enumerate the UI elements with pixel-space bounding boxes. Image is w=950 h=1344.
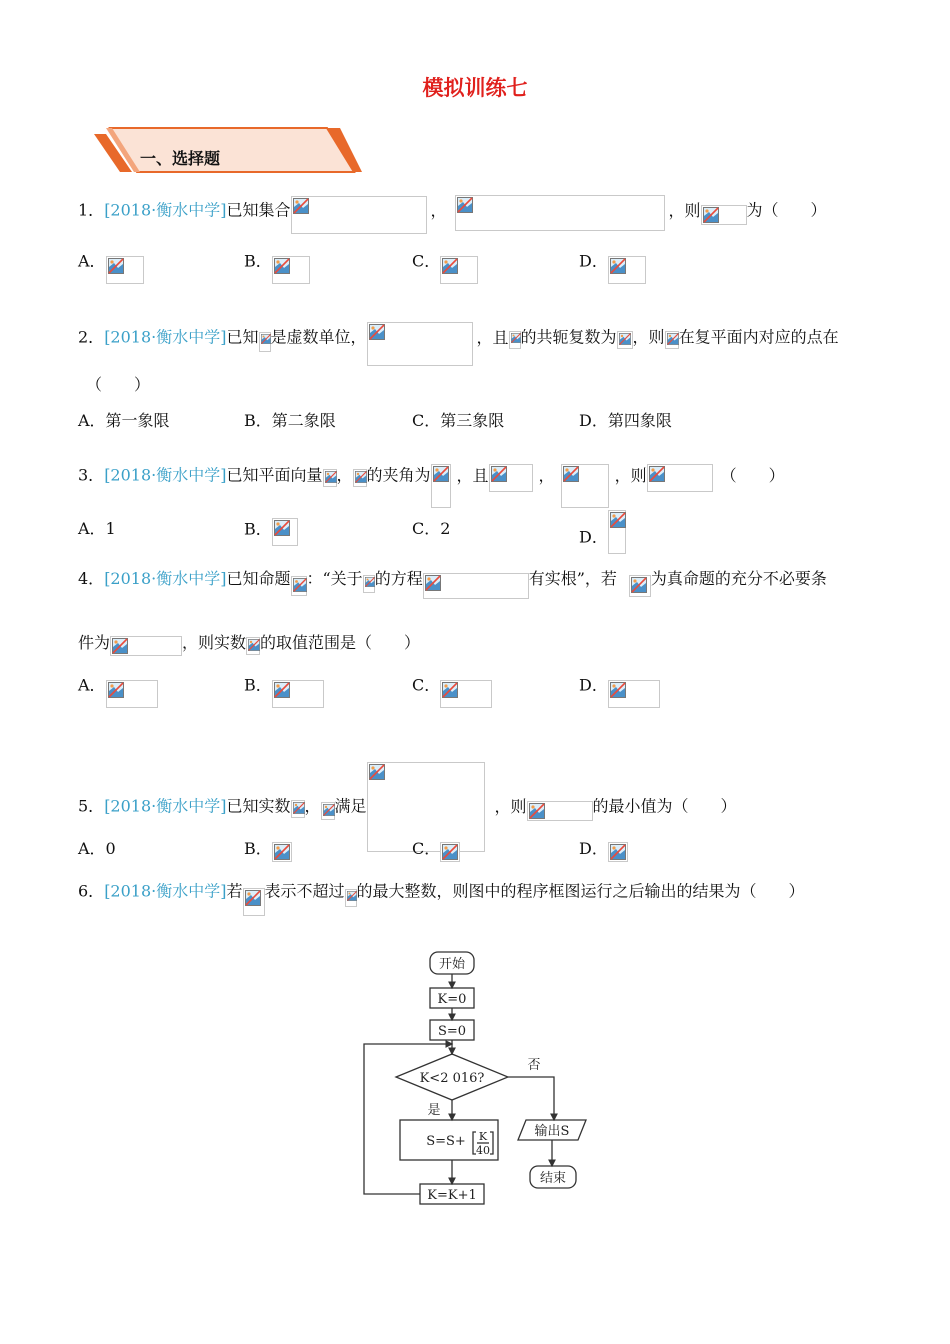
broken-image-icon — [369, 324, 385, 340]
question-source: [2018·衡水中学] — [104, 796, 227, 816]
formula-image — [701, 205, 747, 225]
formula-image — [423, 573, 529, 599]
formula-image — [243, 888, 265, 916]
broken-image-icon — [649, 466, 665, 482]
formula-image — [272, 518, 298, 546]
formula-image — [617, 331, 633, 349]
formula-image — [106, 680, 158, 708]
broken-image-icon — [610, 512, 626, 528]
option-b[interactable]: B． — [244, 516, 298, 542]
update-s-label: S=S+ — [426, 1134, 466, 1149]
broken-image-icon — [529, 803, 545, 819]
formula-image — [509, 331, 521, 349]
question-4: 4．[2018·衡水中学]已知命题 ：“关于 的方程 有实根”，若 为真命题的充分不必要条 — [78, 566, 827, 592]
formula-image — [489, 464, 533, 492]
formula-image — [353, 469, 367, 487]
question-4-cont: 件为 ，则实数 的取值范围是（ ） — [78, 630, 420, 656]
broken-image-icon — [442, 844, 458, 860]
formula-image — [431, 464, 451, 508]
page-title: 模拟训练七 — [422, 75, 528, 100]
broken-image-icon — [442, 682, 458, 698]
broken-image-icon — [274, 258, 290, 274]
formula-image — [367, 322, 473, 366]
section-banner — [92, 126, 362, 176]
broken-image-icon — [112, 638, 128, 654]
broken-image-icon — [442, 258, 458, 274]
formula-image — [440, 680, 492, 708]
question-1: 1．[2018·衡水中学]已知集合 ， ，则 为（ ） — [78, 192, 827, 218]
formula-image — [345, 889, 357, 907]
broken-image-icon — [610, 682, 626, 698]
option-d[interactable]: D． — [579, 516, 626, 542]
init-s-label: S=0 — [437, 1024, 467, 1039]
question-2: 2．[2018·衡水中学]已知 是虚数单位， ，且 的共轭复数为 ，则 在复平面内对应的点在 — [78, 316, 839, 342]
formula-image — [363, 575, 375, 593]
option-a[interactable]: A．1 — [78, 519, 116, 538]
broken-image-icon — [274, 520, 290, 536]
broken-image-icon — [425, 575, 441, 591]
formula-image — [608, 842, 628, 862]
question-source: [2018·衡水中学] — [104, 465, 227, 485]
question-source: [2018·衡水中学] — [104, 327, 227, 347]
broken-image-icon — [619, 333, 631, 345]
broken-image-icon — [293, 802, 305, 814]
formula-image — [608, 680, 660, 708]
option-a[interactable]: A．0 — [78, 839, 116, 858]
option-b[interactable]: B． — [244, 836, 292, 862]
formula-image — [272, 256, 310, 284]
formula-image — [665, 331, 679, 349]
question-6: 6．[2018·衡水中学]若 表示不超过 的最大整数，则图中的程序框图运行之后输出的结果为（ ） — [78, 878, 805, 904]
formula-image — [110, 636, 182, 656]
formula-image — [291, 196, 427, 234]
question-5: 5．[2018·衡水中学]已知实数 ， 满足 ，则 的最小值为（ ） — [78, 762, 737, 788]
formula-image — [246, 637, 260, 655]
broken-image-icon — [610, 258, 626, 274]
formula-image — [321, 802, 335, 820]
broken-image-icon — [457, 197, 473, 213]
option-c[interactable]: C．2 — [412, 519, 451, 538]
option-a[interactable]: A．第一象限 — [78, 411, 170, 430]
question-source: [2018·衡水中学] — [104, 200, 227, 220]
broken-image-icon — [293, 578, 307, 592]
question-2-answer-blank: （ ） — [86, 375, 151, 394]
question-source: [2018·衡水中学] — [104, 569, 227, 588]
formula-image — [527, 801, 593, 821]
start-label: 开始 — [438, 957, 466, 972]
broken-image-icon — [703, 207, 719, 223]
formula-image — [608, 510, 626, 554]
formula-image — [106, 256, 144, 284]
fraction-denominator: 40 — [476, 1144, 490, 1157]
option-d[interactable]: D． — [579, 248, 646, 274]
option-b[interactable]: B．第二象限 — [244, 411, 336, 430]
fraction-numerator: K — [478, 1130, 488, 1143]
option-d[interactable]: D． — [579, 672, 660, 698]
broken-image-icon — [433, 466, 449, 482]
option-c[interactable]: C． — [412, 836, 460, 862]
init-k-label: K=0 — [437, 992, 467, 1007]
option-a[interactable]: A． — [78, 672, 158, 698]
broken-image-icon — [491, 466, 507, 482]
option-b[interactable]: B． — [244, 248, 310, 274]
option-b[interactable]: B． — [244, 672, 324, 698]
broken-image-icon — [563, 466, 579, 482]
option-c[interactable]: C． — [412, 672, 492, 698]
question-source: [2018·衡水中学] — [104, 881, 227, 901]
formula-image — [561, 464, 609, 508]
program-flowchart — [360, 948, 600, 1218]
broken-image-icon — [245, 890, 261, 906]
broken-image-icon — [667, 333, 679, 345]
broken-image-icon — [365, 577, 375, 587]
increment-k-label: K=K+1 — [427, 1188, 477, 1203]
broken-image-icon — [293, 198, 309, 214]
broken-image-icon — [274, 682, 290, 698]
formula-image — [291, 576, 307, 596]
end-label: 结束 — [539, 1171, 567, 1186]
broken-image-icon — [369, 764, 385, 780]
broken-image-icon — [355, 471, 367, 483]
yes-label: 是 — [427, 1103, 441, 1118]
option-c[interactable]: C．第三象限 — [412, 411, 505, 430]
option-d[interactable]: D． — [579, 836, 628, 862]
formula-image — [259, 332, 271, 352]
broken-image-icon — [323, 804, 335, 816]
broken-image-icon — [631, 577, 647, 593]
floor-bracket-right — [490, 1132, 493, 1154]
formula-image — [440, 256, 478, 284]
broken-image-icon — [511, 333, 521, 343]
broken-image-icon — [325, 471, 337, 483]
broken-image-icon — [610, 844, 626, 860]
formula-image — [272, 842, 292, 862]
section-title: 一、选择题 — [140, 149, 221, 168]
broken-image-icon — [274, 844, 290, 860]
formula-image — [629, 575, 651, 597]
formula-image — [440, 842, 460, 862]
broken-image-icon — [108, 682, 124, 698]
formula-image — [608, 256, 646, 284]
formula-image — [455, 195, 665, 231]
formula-image — [323, 469, 337, 487]
broken-image-icon — [261, 334, 271, 344]
option-c[interactable]: C． — [412, 248, 478, 274]
no-label: 否 — [527, 1058, 541, 1073]
formula-image — [647, 464, 713, 492]
formula-image — [291, 800, 305, 818]
broken-image-icon — [347, 891, 357, 901]
question-3: 3．[2018·衡水中学]已知平面向量 ， 的夹角为 ，且 ， ，则 （ ） — [78, 454, 785, 480]
option-a[interactable]: A． — [78, 248, 144, 274]
option-d[interactable]: D．第四象限 — [579, 411, 672, 430]
broken-image-icon — [108, 258, 124, 274]
broken-image-icon — [248, 639, 260, 651]
formula-image — [272, 680, 324, 708]
output-label: 输出S — [534, 1124, 570, 1139]
condition-label: K<2 016? — [419, 1071, 485, 1086]
